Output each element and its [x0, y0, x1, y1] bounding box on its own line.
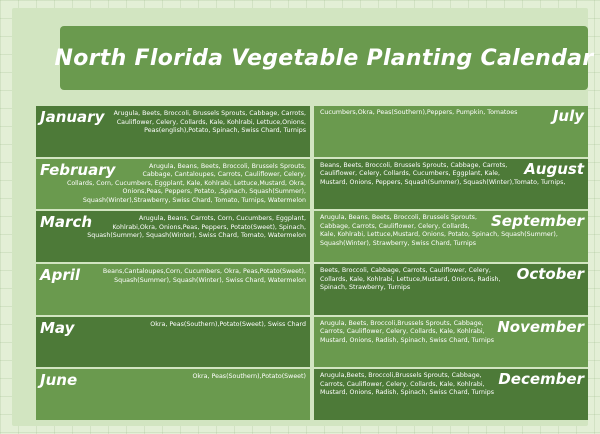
- vegetable-list: Okra, Peas(Southern),Potato(Sweet), Swiss Chard: [150, 320, 306, 328]
- month-name: July: [552, 107, 584, 125]
- vegetable-list: Beans, Beets, Broccoli, Brussels Sprouts, Cabbage, Carrots, Cauliflower, Celery, Collards, Cucumbers, Eggplant, Kale, Mustard, Onions, Peppers, Squash(Summer), Squash(Winter),Tomato, Turnips,: [320, 161, 566, 186]
- month-cell-october: [314, 264, 588, 315]
- month-cell-august: [314, 159, 588, 210]
- vegetable-list: Arugula, Beans, Beets, Broccoli, Brussels Sprouts, Cabbage, Carrots, Cauliflower, Celery, Collards, Kale, Kohlrabi, Lettuce,Mustard, Onions, Potato, Spinach, Squash(Summer), Squash(Winter), Strawberry, Swiss Chard, Turnips: [320, 214, 558, 247]
- vegetable-list: Arugula, Beets, Broccoli,Brussels Sprouts, Cabbage, Carrots, Cauliflower, Celery, Collards, Kale, Kohlrabi, Mustard, Onions, Radish, Spinach, Swiss Chard, Turnips: [320, 319, 495, 344]
- month-cell-july: [314, 106, 588, 157]
- vegetable-list: Cucumbers,Okra, Peas(Southern),Peppers, Pumpkin, Tomatoes: [320, 109, 518, 116]
- vegetable-list: Beans,Cantaloupes,Corn, Cucumbers, Okra, Peas,Potato(Sweet), Squash(Summer), Squash(Winter), Swiss Chard, Watermelon: [102, 268, 306, 284]
- month-name: March: [40, 213, 93, 232]
- vegetable-list: Beets, Broccoli, Cabbage, Carrots, Cauliflower, Celery, Collards, Kale, Kohlrabi, Lettuce,Mustard, Onions, Radish, Spinach, Strawberry, Turnips: [320, 267, 501, 291]
- month-cell-november: [314, 317, 588, 368]
- month-cell-february: [36, 159, 310, 210]
- month-name: April: [40, 266, 81, 284]
- month-name: May: [40, 318, 75, 337]
- month-cell-may: [36, 317, 310, 368]
- page-title: North Florida Vegetable Planting Calendar: [54, 45, 594, 71]
- vegetable-list: Okra, Peas(Southern),Potato(Sweet): [192, 373, 306, 381]
- month-cell-january: [36, 106, 310, 157]
- vegetable-list: Arugula, Beans, Beets, Broccoli, Brussels Sprouts, Cabbage, Cantaloupes, Carrots, Cauliflower, Celery, Collards, Corn, Cucumbers, Eggplant, Kale, Kohlrabi, Lettuce,Mustard, Okra, Onions,Peas, Peppers, Potato, ,Spinach, Squash(Summer), Squash(Winter),Strawberry, Swiss Chard, Tomato, Turnips, Watermelon: [66, 162, 306, 204]
- month-name: October: [516, 265, 584, 283]
- calendar-card: [12, 8, 594, 426]
- month-grid: [36, 106, 588, 420]
- month-cell-december: [314, 369, 588, 420]
- vegetable-list: Arugula, Beets, Broccoli, Brussels Sprouts, Cabbage, Carrots, Cauliflower, Celery, Collards, Kale, Kohlrabi, Lettuce,Onions, Peas(english),Potato, Spinach, Swiss Chard, Turnips: [113, 110, 306, 134]
- vegetable-list: Arugula,Beets, Broccoli,Brussels Sprouts, Cabbage, Carrots, Cauliflower, Celery, Collards, Kale, Kohlrabi, Mustard, Onions, Radish, Spinach, Swiss Chard, Turnips: [320, 372, 495, 397]
- month-cell-april: [36, 264, 310, 315]
- month-name: August: [524, 159, 584, 178]
- month-cell-march: [36, 211, 310, 262]
- month-name: February: [40, 160, 116, 179]
- month-cell-june: [36, 369, 310, 420]
- month-cell-september: [314, 211, 588, 262]
- month-name: November: [497, 317, 584, 336]
- month-name: January: [40, 108, 105, 126]
- vegetable-list: Arugula, Beans, Carrots, Corn, Cucumbers, Eggplant, Kohlrabi,Okra, Onions,Peas, Peppers, Potato(Sweet), Spinach, Squash(Summer), Squash(Winter), Swiss Chard, Tomato, Watermelon: [87, 215, 306, 240]
- month-name: December: [498, 370, 584, 389]
- month-name: September: [491, 212, 584, 231]
- title-banner: [54, 26, 594, 90]
- month-name: June: [40, 371, 78, 390]
